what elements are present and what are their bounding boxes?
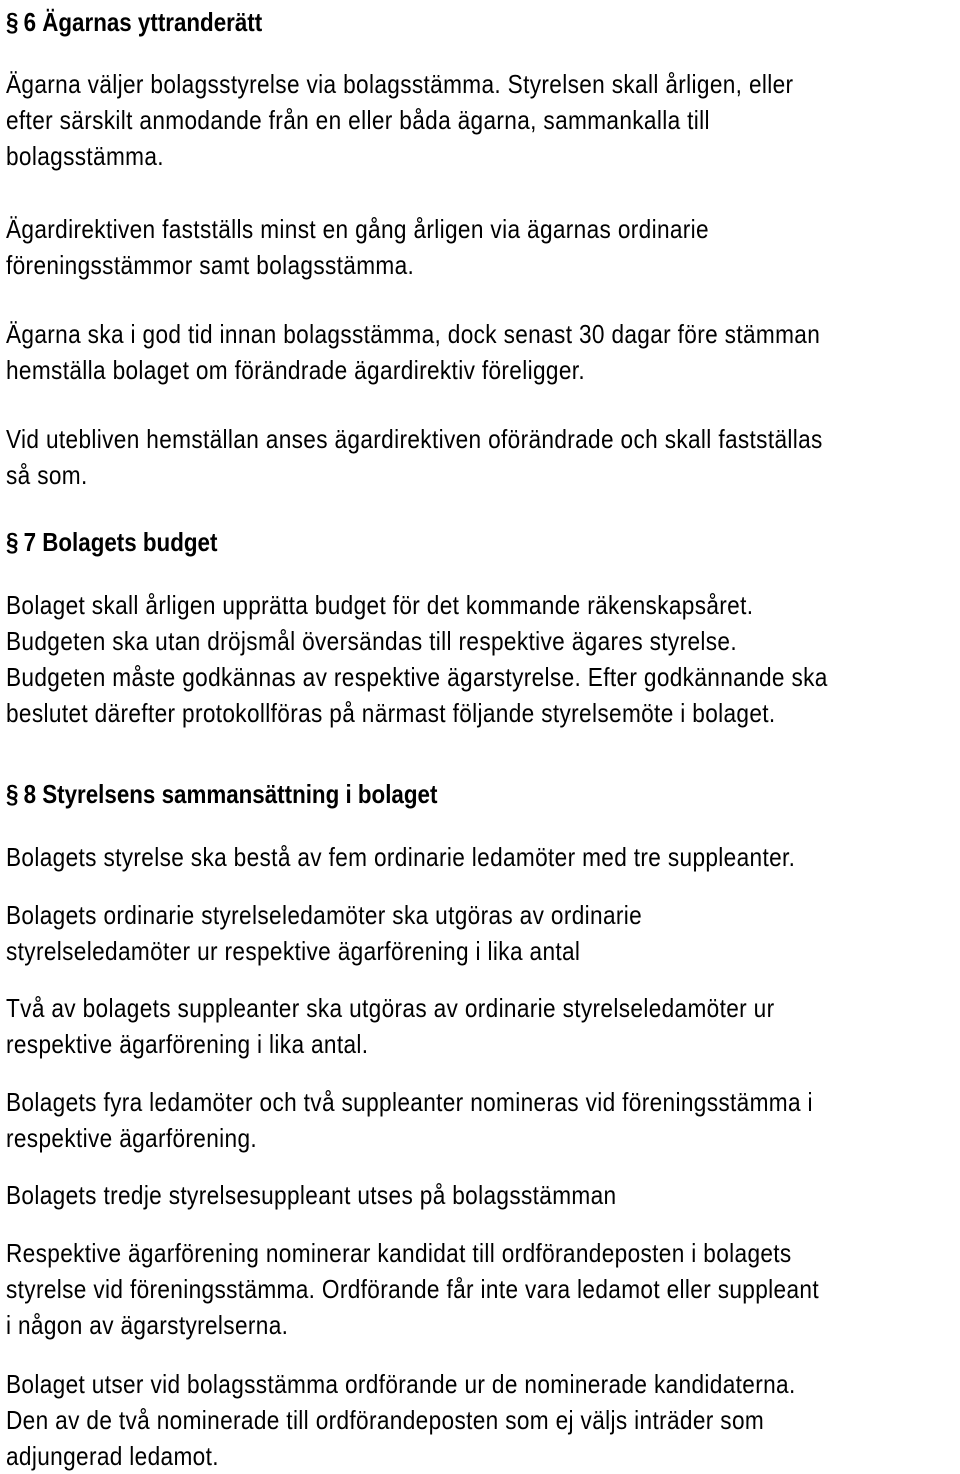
- section-6-paragraph-3: [6, 316, 954, 388]
- text-line: Vid utebliven hemställan anses ägardirektiven oförändrade och skall fastställas: [6, 424, 823, 454]
- section-8-paragraph-3: [6, 990, 954, 1062]
- section-8-paragraph-6: [6, 1235, 954, 1343]
- section-symbol: §: [6, 7, 19, 37]
- text-line: beslutet därefter protokollföras på närmast följande styrelsemöte i bolaget.: [6, 698, 776, 728]
- section-8-heading: [6, 776, 437, 812]
- section-8-paragraph-4: [6, 1084, 954, 1156]
- section-6-heading: [6, 4, 262, 40]
- text-line: efter särskilt anmodande från en eller båda ägarna, sammankalla till: [6, 105, 710, 135]
- section-7-heading: [6, 524, 217, 560]
- section-6-title: 6 Ägarnas yttranderätt: [23, 7, 263, 37]
- text-line: Ägarna väljer bolagsstyrelse via bolagsstämma. Styrelsen skall årligen, eller: [6, 69, 794, 99]
- text-line: styrelse vid föreningsstämma. Ordförande får inte vara ledamot eller suppleant: [6, 1274, 819, 1304]
- text-line: Bolagets tredje styrelsesuppleant utses på bolagsstämman: [6, 1180, 617, 1210]
- text-line: Bolaget utser vid bolagsstämma ordförande ur de nominerade kandidaterna.: [6, 1369, 796, 1399]
- section-8-paragraph-5: [6, 1177, 954, 1213]
- text-line: Den av de två nominerade till ordförandeposten som ej väljs inträder som: [6, 1405, 765, 1435]
- section-symbol: §: [6, 527, 19, 557]
- text-line: Budgeten ska utan dröjsmål översändas till respektive ägares styrelse.: [6, 626, 737, 656]
- text-line: så som.: [6, 460, 88, 490]
- section-8-title: 8 Styrelsens sammansättning i bolaget: [23, 779, 438, 809]
- section-symbol: §: [6, 779, 19, 809]
- text-line: i någon av ägarstyrelserna.: [6, 1310, 289, 1340]
- text-line: bolagsstämma.: [6, 141, 164, 171]
- section-7-title: 7 Bolagets budget: [23, 527, 218, 557]
- text-line: föreningsstämmor samt bolagsstämma.: [6, 250, 415, 280]
- text-line: hemställa bolaget om förändrade ägardirektiv föreligger.: [6, 355, 586, 385]
- section-6-paragraph-4: [6, 421, 954, 493]
- text-line: Två av bolagets suppleanter ska utgöras av ordinarie styrelseledamöter ur: [6, 993, 775, 1023]
- text-line: respektive ägarförening.: [6, 1123, 258, 1153]
- section-7-paragraph-1: [6, 587, 954, 731]
- text-line: Budgeten måste godkännas av respektive ägarstyrelse. Efter godkännande ska: [6, 662, 828, 692]
- text-line: Bolagets styrelse ska bestå av fem ordinarie ledamöter med tre suppleanter.: [6, 842, 796, 872]
- text-line: respektive ägarförening i lika antal.: [6, 1029, 369, 1059]
- text-line: adjungerad ledamot.: [6, 1441, 219, 1471]
- section-8-paragraph-2: [6, 897, 954, 969]
- text-line: Bolagets ordinarie styrelseledamöter ska utgöras av ordinarie: [6, 900, 643, 930]
- text-line: Bolagets fyra ledamöter och två suppleanter nomineras vid föreningsstämma i: [6, 1087, 813, 1117]
- section-8-paragraph-1: [6, 839, 954, 875]
- text-line: Bolaget skall årligen upprätta budget för det kommande räkenskapsåret.: [6, 590, 754, 620]
- section-6-paragraph-1: [6, 66, 954, 174]
- text-line: Respektive ägarförening nominerar kandidat till ordförandeposten i bolagets: [6, 1238, 792, 1268]
- text-line: Ägardirektiven fastställs minst en gång årligen via ägarnas ordinarie: [6, 214, 709, 244]
- text-line: Ägarna ska i god tid innan bolagsstämma, dock senast 30 dagar före stämman: [6, 319, 821, 349]
- text-line: styrelseledamöter ur respektive ägarförening i lika antal: [6, 936, 581, 966]
- section-8-paragraph-7: [6, 1366, 954, 1474]
- section-6-paragraph-2: [6, 211, 954, 283]
